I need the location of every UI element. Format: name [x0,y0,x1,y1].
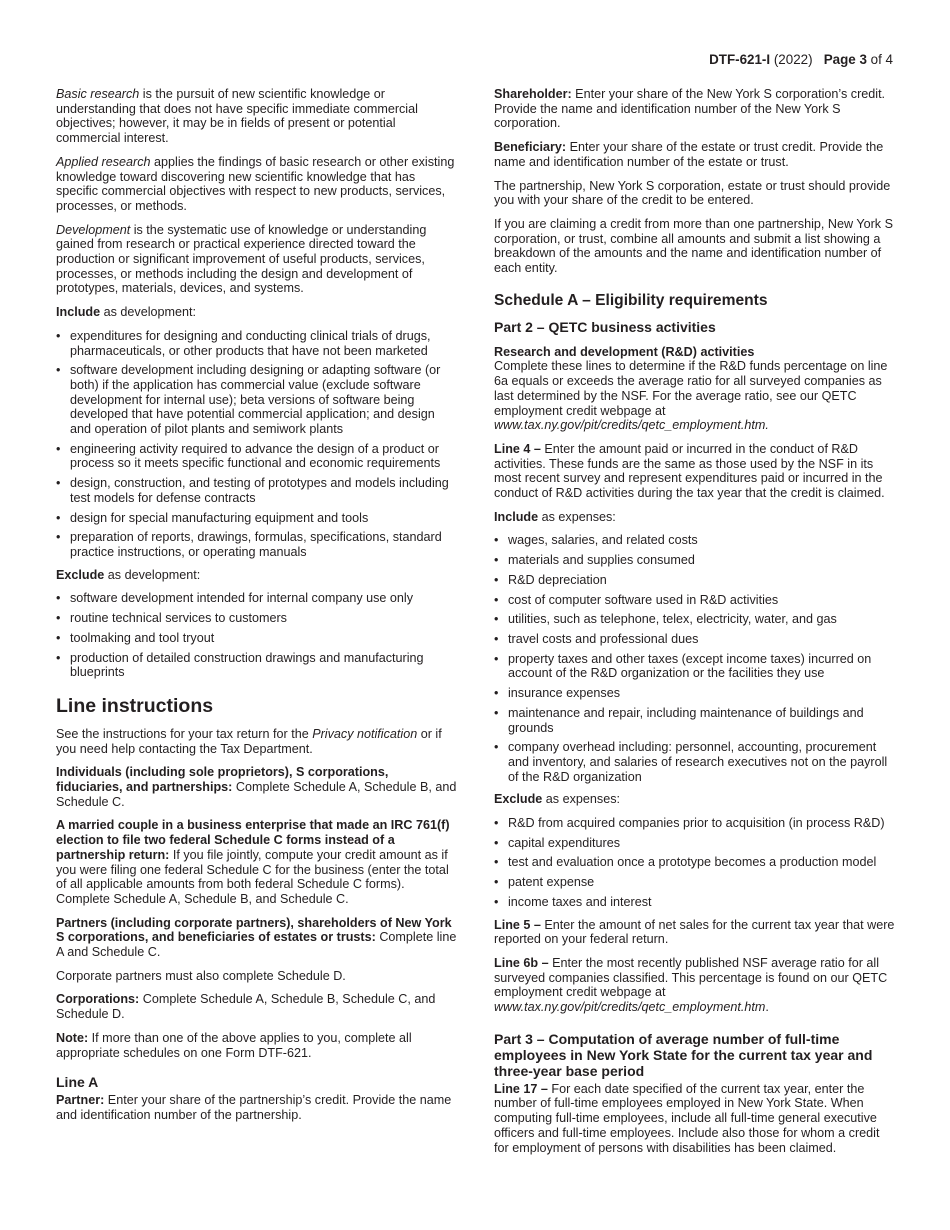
line-a-heading: Line A [56,1074,99,1091]
line-17-paragraph: Line 17 – For each date specified of the current tax year, enter the number of full-time employees employed in New York State. When computing full-time employees, include all full-time general executive officers and full-time employees. Include also those for whom a credit for employment of persons with disabilities has been claimed. [494,1081,880,1155]
individuals-paragraph: Individuals (including sole proprietors), S corporations, fiduciaries, and partnerships: Complete Schedule A, Schedule B, and Schedule C. [56,765,457,809]
list-item: • R&D depreciation [494,573,896,588]
rd-activities-heading: Research and development (R&D) activities [494,344,755,359]
include-expenses-lead: Include as expenses: [494,509,616,524]
list-item: • test and evaluation once a prototype becomes a production model [494,855,896,870]
list-item: • cost of computer software used in R&D activities [494,593,896,608]
form-id: DTF-621-I [709,52,771,67]
list-item: • utilities, such as telephone, telex, electricity, water, and gas [494,612,896,627]
list-item: • insurance expenses [494,686,896,701]
page-total: of 4 [870,52,893,67]
list-item: • property taxes and other taxes (except income taxes) incurred on account of the R&D organization or the facilities they use [494,652,896,681]
schedule-a-heading: Schedule A – Eligibility requirements [494,291,768,309]
exclude-development-list [56,591,458,680]
line-5-paragraph: Line 5 – Enter the amount of net sales for the current tax year that were reported on your federal return. [494,917,895,947]
list-item: • capital expenditures [494,836,896,851]
list-item: • maintenance and repair, including maintenance of buildings and grounds [494,706,896,735]
list-item: • design, construction, and testing of prototypes and models including test models for defense contracts [56,476,458,505]
right-column [494,87,896,1164]
list-item: • software development intended for internal company use only [56,591,458,606]
applied-research-paragraph: Applied research applies the findings of basic research or other existing knowledge toward discovering new scientific knowledge that has specific commercial objectives with respect to new products, services, processes, or methods. [56,154,455,213]
page-header [709,53,893,68]
include-expenses-list [494,533,896,784]
rd-activities-paragraph: Complete these lines to determine if the R&D funds percentage on line 6a equals or exceeds the average ratio for all surveyed companies as last determined by the NSF. For the average ratio, see our QETC employment credit webpage at www.tax.ny.gov/pit/credits/qetc_employment.htm. [494,359,888,433]
exclude-expenses-lead: Exclude as expenses: [494,792,621,807]
list-item: • routine technical services to customers [56,611,458,626]
partner-paragraph: Partner: Enter your share of the partnership’s credit. Provide the name and identification number of the partnership. [56,1093,452,1122]
left-column [56,87,458,1132]
basic-research-paragraph: Basic research is the pursuit of new scientific knowledge or understanding that does not have specific immediate commercial objectives; however, it may be in fields of present or potential commercial interest. [56,87,418,146]
partnership-note: The partnership, New York S corporation, estate or trust should provide you with your share of the credit to be entered. [494,178,891,208]
development-paragraph: Development is the systematic use of knowledge or understanding gained from research or practical experience directed toward the production or significant improvement of useful products, services, processes, or methods including the design and development of prototypes, materials, devices, and systems. [56,222,427,296]
multiple-entities-note: If you are claiming a credit from more than one partnership, New York S corporation, or trust, combine all amounts and submit a list showing a breakdown of the amounts and the name and identification number of each entity. [494,216,893,276]
exclude-expenses-list [494,816,896,910]
list-item: • production of detailed construction drawings and manufacturing blueprints [56,651,458,680]
list-item: • materials and supplies consumed [494,553,896,568]
line-6b-paragraph: Line 6b – Enter the most recently published NSF average ratio for all surveyed companies classified. This percentage is found on our QETC employment credit webpage at www.tax.ny.gov/pit/credits/qetc_employment.htm. [494,955,888,1015]
qetc-url: www.tax.ny.gov/pit/credits/qetc_employment.htm. [494,418,769,433]
line-4-paragraph: Line 4 – Enter the amount paid or incurred in the conduct of R&D activities. These funds are the same as those used by the NSF in its most recent survey and represent expenditures paid or incurred in the conduct of R&D activities during the tax year that the credit is claimed. [494,441,885,501]
part-3-heading: Part 3 – Computation of average number of full-time employees in New York State for the current tax year and three-year base period [494,1030,873,1079]
line-instructions-intro: See the instructions for your tax return for the Privacy notification or if you need help contacting the Tax Department. [56,726,442,756]
list-item: • company overhead including: personnel, accounting, procurement and inventory, and salaries of research executives not on the payroll of the R&D organization [494,740,896,784]
list-item: • design for special manufacturing equipment and tools [56,511,458,526]
list-item: • income taxes and interest [494,895,896,910]
exclude-development-lead: Exclude as development: [56,567,201,582]
form-year: (2022) [773,52,813,67]
note-paragraph: Note: If more than one of the above applies to you, complete all appropriate schedules on one Form DTF-621. [56,1030,412,1060]
qetc-url: www.tax.ny.gov/pit/credits/qetc_employment.htm [494,1000,766,1015]
list-item: • expenditures for designing and conducting clinical trials of drugs, pharmaceuticals, or other products that have not been marketed [56,329,458,358]
shareholder-paragraph: Shareholder: Enter your share of the New York S corporation’s credit. Provide the name and identification number of the New York S corporation. [494,87,886,131]
list-item: • preparation of reports, drawings, formulas, specifications, standard practice instructions, or operating manuals [56,530,458,559]
list-item: • wages, salaries, and related costs [494,533,896,548]
line-instructions-heading: Line instructions [56,694,214,717]
list-item: • R&D from acquired companies prior to acquisition (in process R&D) [494,816,896,831]
beneficiary-paragraph: Beneficiary: Enter your share of the estate or trust credit. Provide the name and identification number of the estate or trust. [494,140,884,169]
corporations-paragraph: Corporations: Complete Schedule A, Schedule B, Schedule C, and Schedule D. [56,992,436,1022]
partners-paragraph: Partners (including corporate partners), shareholders of New York S corporations, and beneficiaries of estates or trusts: Complete line A and Schedule C. [56,915,457,960]
include-development-lead: Include as development: [56,305,197,320]
list-item: • toolmaking and tool tryout [56,631,458,646]
list-item: • patent expense [494,875,896,890]
page-number: Page 3 [823,52,867,67]
list-item: • software development including designing or adapting software (or both) if the application has commercial value (exclude software development for internal use); beta versions of software being developed that have potential commercial application; and design and operation of pilot plants and semiwork plants [56,363,458,437]
list-item: • travel costs and professional dues [494,632,896,647]
list-item: • engineering activity required to advance the design of a product or process so it meets specific functional and economic requirements [56,442,458,471]
include-development-list [56,329,458,560]
part-2-heading: Part 2 – QETC business activities [494,318,716,335]
corporate-partners-paragraph: Corporate partners must also complete Schedule D. [56,968,346,983]
married-couple-paragraph: A married couple in a business enterprise that made an IRC 761(f) election to file two federal Schedule C forms instead of a partnership return: If you file jointly, compute your credit amount as if you were filing one federal Schedule C for the business (enter the total of all applicable amounts from both federal Schedule C forms). Complete Schedule A, Schedule B, and Schedule C. [56,818,450,906]
